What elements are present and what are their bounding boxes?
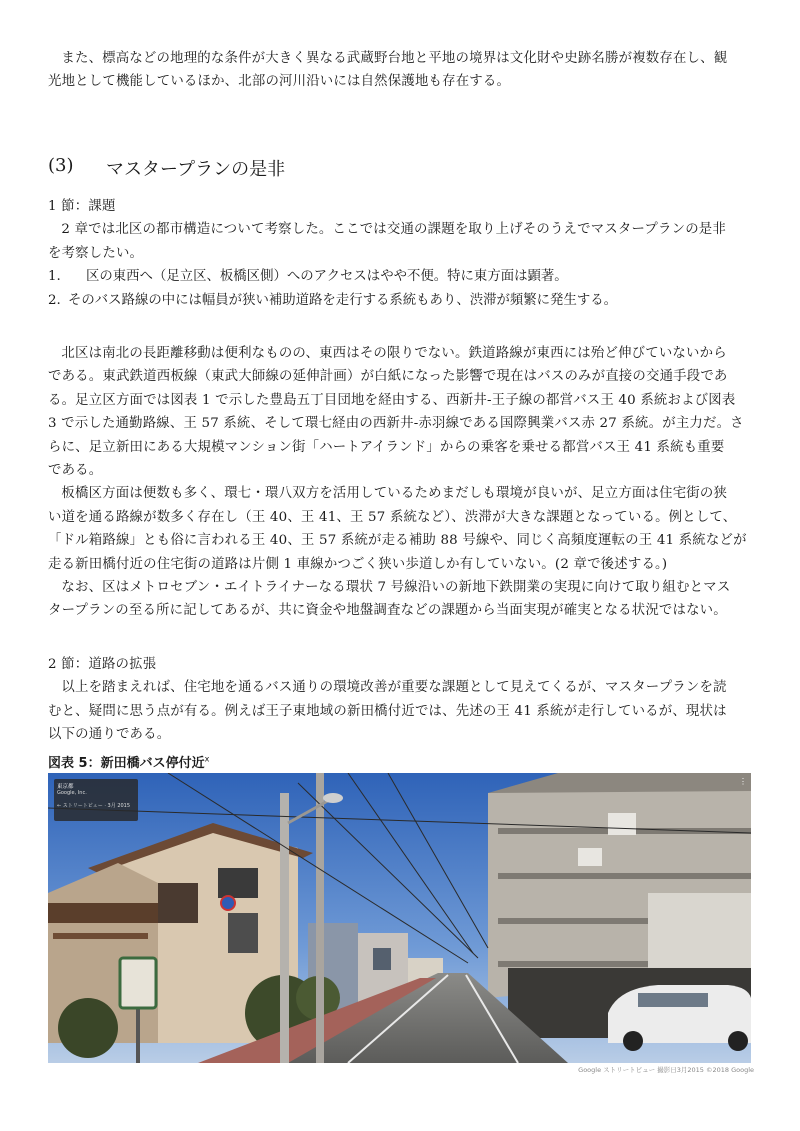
section-title: マスタープランの是非 [106,159,286,180]
body-line: 以上を踏まえれば、住宅地を通るバス通りの環境改善が重要な課題として見えてくるが、マスタープランを読 [61,680,727,696]
body-line: 走る新田橋付近の住宅街の道路は片側 1 車線かつごく狭い歩道しか有していない。(2 章で後述する。) [48,556,668,572]
figure-caption-note: x [204,754,210,764]
figure-caption-text: 図表 5：新田橋バス停付近 [48,756,205,771]
streetview-info-panel[interactable] [54,779,138,821]
photo-credit: Google ストリートビュー 撮影日3月2015 ©2018 Google [578,1066,754,1074]
body-line: らに、足立新田にある大規模マンション街「ハートアイランド」からの乗客を乗せる都営バス王 41 系統も重要 [48,439,725,455]
more-options-icon[interactable]: ⋮ [739,777,747,786]
body-line: である。東武鉄道西板線（東武大師線の延伸計画）が白紙になった影響で現在はバスのみが直接の交通手段であ [48,369,728,385]
section-number: (3) [48,155,74,176]
body-line: い道を通る路線が数多く存在し（王 40、王 41、王 57 系統など）、渋滞が大きな課題となっている。例として、 [48,509,737,525]
list-item-number: 2. [48,292,61,308]
panel-title: 東京都 [57,784,74,790]
body-line: 3 で示した通勤路線、王 57 系統、そして環七経由の西新井-赤羽線である国際興業バス赤 27 系統。が主力だ。さ [48,416,744,432]
body-line: タープランの至る所に記してあるが、共に資金や地盤調査などの課題から当面実現が確実となる状況ではない。 [48,603,727,619]
body-line: 以下の通りである。 [48,727,171,743]
intro-paragraph [48,47,768,94]
street-scene [48,773,751,1063]
subsection-1-heading: 1 節：課題 [48,199,116,214]
list-item [48,265,768,288]
list-item-number: 1. [48,269,61,285]
list-item [48,289,768,312]
panel-subtitle: Google, Inc. [57,790,87,796]
list-item-text: 区の東西へ（足立区、板橋区側）へのアクセスはやや不便。特に東方面は顕著。 [86,269,568,285]
body-line: 板橋区方面は便数も多く、環七・環八双方を活用しているためまだしも環境が良いが、足立方面は住宅街の狭 [61,486,728,502]
intro-line-2: 光地として機能しているほか、北部の河川沿いには自然保護地も存在する。 [48,74,511,90]
section-heading [48,155,285,181]
s1-para-1-line-1: 2 章では北区の都市構造について考察した。ここでは交通の課題を取り上げそのうえでマスタープランの是非 [61,222,726,238]
panel-date: ← ストリートビュー · 3月 2015 [57,803,131,809]
s1-para-1-line-2: を考察したい。 [48,245,144,261]
figure-caption [48,752,209,771]
subsection-2-heading: 2 節：道路の拡張 [48,657,157,672]
body-line: る。足立区方面では図表 1 で示した豊島五丁目団地を経由する、西新井-王子線の都営バス王 40 系統および図表 [48,392,736,408]
intro-line-1: また、標高などの地理的な条件が大きく異なる武蔵野台地と平地の境界は文化財や史跡名勝が複数存在し、観 [61,51,728,66]
street-view-photo [48,773,751,1063]
body-line: 北区は南北の長距離移動は便利なものの、東西はその限りでない。鉄道路線が東西には殆ど伸びていないから [61,346,727,361]
body-line: むと、疑問に思う点が有る。例えば王子東地域の新田橋付近では、先述の王 41 系統が走行しているが、現状は [48,703,727,719]
body-line: 「ドル箱路線」とも俗に言われる王 40、王 57 系統が走る補助 88 号線や、同じく高頻度運転の王 41 系統などが [48,533,747,549]
list-item-text: そのバス路線の中には幅員が狭い補助道路を走行する系統もあり、渋滞が頻繁に発生する。 [68,292,618,308]
body-line: である。 [48,463,103,479]
body-line: なお、区はメトロセブン・エイトライナーなる環状 7 号線沿いの新地下鉄開業の実現に向けて取り組むとマス [61,580,731,596]
